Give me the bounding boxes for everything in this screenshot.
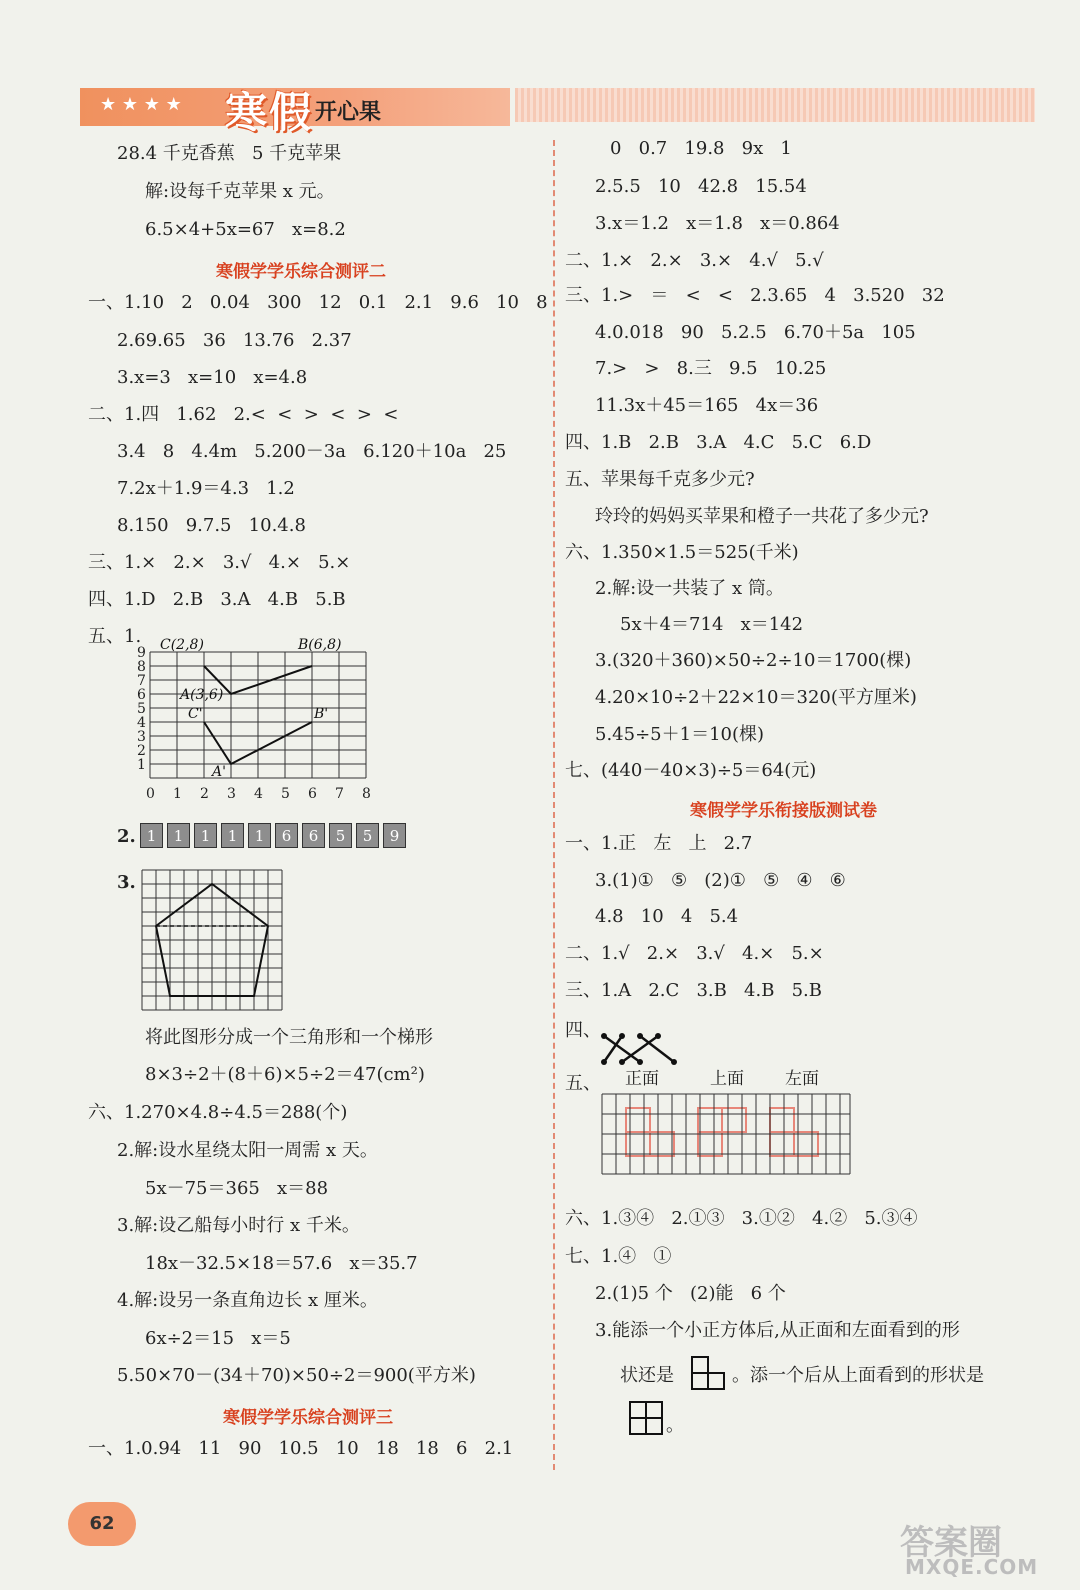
- answer-line: 28.4 千克香蕉 5 千克苹果: [117, 143, 342, 164]
- x-tick: 5: [281, 786, 290, 802]
- point-label: C(2,8): [160, 637, 204, 653]
- point-label: B': [314, 706, 329, 722]
- point-label: A(3,6): [180, 687, 224, 703]
- answer-line: 5.45÷5＋1＝10(棵): [595, 724, 765, 745]
- answer-line: 2.5.5 10 42.8 15.54: [595, 176, 807, 197]
- y-tick: 8: [137, 659, 146, 675]
- answer-line: 3.x=3 x=10 x=4.8: [117, 367, 308, 388]
- answer-line: 状还是: [620, 1365, 674, 1386]
- number-card: 6: [302, 823, 325, 848]
- answer-line: 解:设每千克苹果 x 元。: [145, 181, 335, 202]
- answer-line: 四、: [565, 1020, 601, 1041]
- section-title: 寒假学学乐综合测评三: [223, 1408, 393, 1428]
- answer-line: 4.8 10 4 5.4: [595, 906, 739, 927]
- answer-line: 二、1.× 2.× 3.× 4.√ 5.√: [565, 250, 824, 271]
- watermark-logo: 答案圈: [900, 1523, 1002, 1563]
- answer-line: 六、1.270×4.8÷4.5＝288(个): [88, 1102, 348, 1123]
- shape-square-icon: [628, 1400, 664, 1436]
- view-label-left: 左面: [785, 1069, 819, 1089]
- answer-line: 将此图形分成一个三角形和一个梯形: [145, 1027, 433, 1048]
- header-subtitle: 开心果: [315, 100, 382, 125]
- three-views-grid: [600, 1092, 856, 1192]
- section-title: 寒假学学乐综合测评二: [216, 262, 386, 282]
- answer-line: 五、: [565, 1073, 601, 1094]
- answer-line: 一、1.正 左 上 2.7: [565, 833, 753, 854]
- answer-line: 四、1.D 2.B 3.A 4.B 5.B: [88, 589, 346, 610]
- number-card: 6: [275, 823, 298, 848]
- answer-line: 6x÷2＝15 x＝5: [145, 1328, 291, 1349]
- view-label-front: 正面: [625, 1069, 659, 1089]
- point-label: A': [212, 764, 226, 780]
- answer-line: 一、1.0.94 11 90 10.5 10 18 18 6 2.1: [88, 1438, 514, 1459]
- y-tick: 5: [137, 701, 146, 717]
- answer-line: 5x＋4＝714 x＝142: [620, 614, 804, 635]
- answer-line: 4.0.018 90 5.2.5 6.70＋5a 105: [595, 322, 916, 343]
- answer-line: 3.能添一个小正方体后,从正面和左面看到的形: [595, 1320, 960, 1341]
- answer-line: 二、1.四 1.62 2.< < > < > <: [88, 404, 399, 425]
- answer-line: 3.(320＋360)×50÷2÷10＝1700(棵): [595, 650, 912, 671]
- number-card: 1: [248, 823, 271, 848]
- answer-line: 七、1.④ ①: [565, 1246, 672, 1267]
- y-tick: 1: [137, 757, 146, 773]
- answer-line: 三、1.× 2.× 3.√ 4.× 5.×: [88, 552, 351, 573]
- point-label: B(6,8): [298, 637, 342, 653]
- point-label: C': [188, 706, 203, 722]
- view-label-top: 上面: [710, 1069, 744, 1089]
- x-tick: 8: [362, 786, 371, 802]
- answer-line: 五、苹果每千克多少元?: [565, 469, 755, 490]
- y-tick: 6: [137, 687, 146, 703]
- answer-line: 2.解:设一共装了 x 筒。: [595, 578, 784, 599]
- answer-line: 。添一个后从上面看到的形状是: [732, 1365, 984, 1386]
- answer-line: 8×3÷2＋(8＋6)×5÷2＝47(cm²): [145, 1064, 425, 1085]
- answer-line: 3.x＝1.2 x＝1.8 x＝0.864: [595, 213, 840, 234]
- x-tick: 7: [335, 786, 344, 802]
- watermark-url: MXQE.COM: [905, 1555, 1039, 1579]
- x-tick: 6: [308, 786, 317, 802]
- x-tick: 3: [227, 786, 236, 802]
- shape-l-icon: [690, 1355, 726, 1391]
- y-tick: 7: [137, 673, 146, 689]
- answer-line: 五、1.: [88, 626, 142, 647]
- column-divider: [553, 140, 555, 1470]
- header-stripe: [515, 88, 1035, 122]
- number-card: 9: [383, 823, 406, 848]
- x-tick: 2: [200, 786, 209, 802]
- matching-lines: [600, 1030, 680, 1070]
- answer-line: 三、1.A 2.C 3.B 4.B 5.B: [565, 980, 822, 1001]
- answer-line: 3.解:设乙船每小时行 x 千米。: [117, 1215, 360, 1236]
- number-card: 5: [356, 823, 379, 848]
- answer-line: 0 0.7 19.8 9x 1: [610, 138, 792, 159]
- answer-line: 18x－32.5×18＝57.6 x＝35.7: [145, 1253, 418, 1274]
- answer-line: 3.: [117, 872, 136, 893]
- answer-line: 8.150 9.7.5 10.4.8: [117, 515, 306, 536]
- answer-line: 4.20×10÷2＋22×10＝320(平方厘米): [595, 687, 917, 708]
- answer-line: 四、1.B 2.B 3.A 4.C 5.C 6.D: [565, 432, 872, 453]
- pentagon-grid: [140, 868, 285, 1018]
- number-card: 5: [329, 823, 352, 848]
- x-tick: 0: [146, 786, 155, 802]
- header-title: 寒假: [225, 88, 314, 137]
- answer-line: 2.69.65 36 13.76 2.37: [117, 330, 352, 351]
- y-tick: 2: [137, 743, 146, 759]
- answer-line: 7.> > 8.三 9.5 10.25: [595, 358, 827, 379]
- answer-line: 4.解:设另一条直角边长 x 厘米。: [117, 1290, 378, 1311]
- number-card: 1: [194, 823, 217, 848]
- answer-line: 六、1.③④ 2.①③ 3.①② 4.② 5.③④: [565, 1208, 918, 1229]
- answer-line: 七、(440－40×3)÷5＝64(元): [565, 760, 817, 781]
- answer-line: 6.5×4+5x=67 x=8.2: [145, 219, 346, 240]
- answer-line: 5x－75＝365 x＝88: [145, 1178, 329, 1199]
- page-number: 62: [68, 1502, 136, 1546]
- y-tick: 3: [137, 729, 146, 745]
- answer-line: 7.2x＋1.9＝4.3 1.2: [117, 478, 295, 499]
- star-decoration-icon: ★ ★ ★ ★: [100, 94, 182, 115]
- number-card: 1: [221, 823, 244, 848]
- y-tick: 4: [137, 715, 146, 731]
- answer-line: 5.50×70－(34＋70)×50÷2＝900(平方米): [117, 1365, 476, 1386]
- number-card: 1: [140, 823, 163, 848]
- answer-line: 2.(1)5 个 (2)能 6 个: [595, 1283, 786, 1304]
- section-title: 寒假学学乐衔接版测试卷: [690, 801, 877, 821]
- y-tick: 9: [137, 645, 146, 661]
- x-tick: 4: [254, 786, 263, 802]
- answer-line: 玲玲的妈妈买苹果和橙子一共花了多少元?: [595, 506, 929, 527]
- answer-line: 2.解:设水星绕太阳一周需 x 天。: [117, 1140, 378, 1161]
- answer-line: 。: [666, 1415, 684, 1436]
- answer-line: 三、1.> ＝ < < 2.3.65 4 3.520 32: [565, 285, 945, 306]
- answer-line: 一、1.10 2 0.04 300 12 0.1 2.1 9.6 10 8: [88, 292, 548, 313]
- answer-line: 3.4 8 4.4m 5.200－3a 6.120＋10a 25: [117, 441, 507, 462]
- number-cards: [140, 823, 406, 848]
- answer-line: 2.: [117, 826, 136, 847]
- answer-line: 3.(1)① ⑤ (2)① ⑤ ④ ⑥: [595, 870, 846, 891]
- x-tick: 1: [173, 786, 182, 802]
- answer-line: 二、1.√ 2.× 3.√ 4.× 5.×: [565, 943, 824, 964]
- number-card: 1: [167, 823, 190, 848]
- coordinate-grid: [130, 628, 380, 818]
- answer-line: 六、1.350×1.5＝525(千米): [565, 542, 799, 563]
- answer-line: 11.3x＋45＝165 4x＝36: [595, 395, 819, 416]
